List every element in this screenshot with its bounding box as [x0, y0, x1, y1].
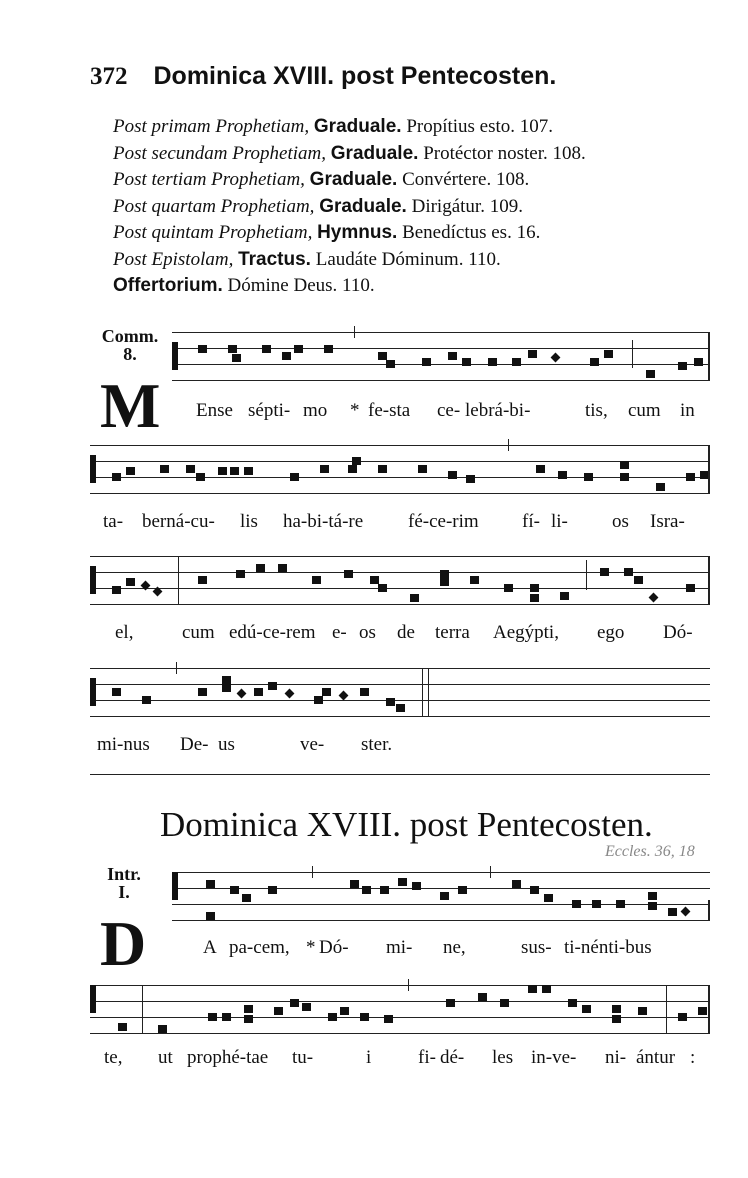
- chant-staff: [90, 445, 710, 493]
- clef-icon: [90, 455, 96, 483]
- chant-staff: [172, 332, 710, 380]
- proper-row: Post tertiam Prophetiam, Graduale. Convértere. 108.: [113, 169, 530, 190]
- page-header: [90, 62, 556, 91]
- proper-row: Post quintam Prophetiam, Hymnus. Benedíctus es. 16.: [113, 222, 541, 243]
- communion-initial: M: [100, 370, 161, 441]
- page-title: Dominica XVIII. post Pentecosten.: [153, 62, 557, 90]
- clef-icon: [90, 678, 96, 706]
- chant-staff: [90, 668, 710, 716]
- chant-staff: [90, 985, 710, 1033]
- introit-initial: D: [100, 908, 147, 979]
- proper-row: Offertorium. Dómine Deus. 110.: [113, 275, 375, 296]
- page-number: 372: [90, 63, 128, 90]
- clef-icon: [90, 985, 96, 1013]
- clef-icon: [90, 566, 96, 594]
- section-divider: [90, 774, 710, 775]
- chant-staff: [172, 872, 710, 920]
- proper-row: Post quartam Prophetiam, Graduale. Dirigátur. 109.: [113, 195, 523, 217]
- introit-label: Intr. I.: [107, 864, 141, 902]
- section-title: Dominica XVIII. post Pentecosten.: [160, 805, 653, 844]
- proper-row: Post secundam Prophetiam, Graduale. Protéctor noster. 108.: [113, 142, 586, 164]
- proper-row: Post Epistolam, Tractus. Laudáte Dóminum. 110.: [113, 248, 501, 270]
- chant-staff: [90, 556, 710, 604]
- clef-icon: [172, 872, 178, 900]
- proper-row: Post primam Prophetiam, Graduale. Propítius esto. 107.: [113, 116, 554, 137]
- clef-icon: [172, 342, 178, 370]
- propers-list: [113, 114, 586, 300]
- margin-note: Eccles. 36, 18: [605, 843, 695, 860]
- communion-label: Comm. 8.: [101, 326, 159, 364]
